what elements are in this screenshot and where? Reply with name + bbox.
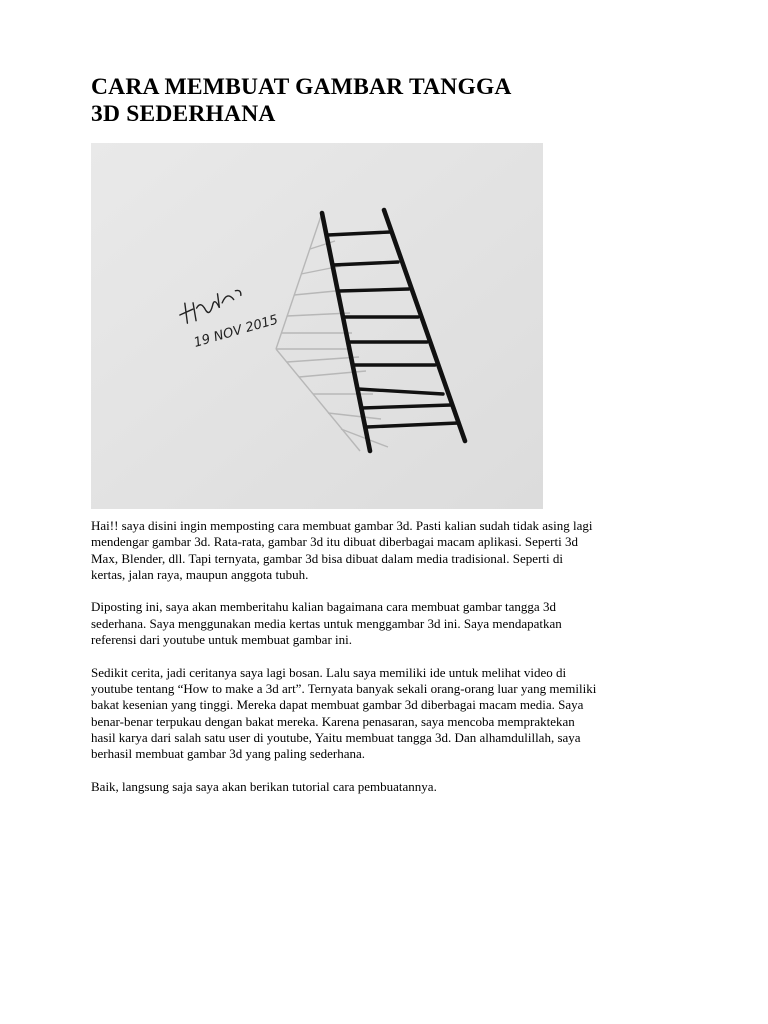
text-line: bakat kesenian yang tinggi. Mereka dapat membuat gambar 3d diberbagai macam media. Saya xyxy=(91,697,584,713)
text-line: referensi dari youtube untuk membuat gambar ini. xyxy=(91,632,353,648)
ladder-drawing-photo xyxy=(91,143,543,509)
page-title xyxy=(91,74,691,128)
title-line-2: 3D SEDERHANA xyxy=(91,101,276,127)
title-line-1: CARA MEMBUAT GAMBAR TANGGA xyxy=(91,74,512,100)
paragraph-1 xyxy=(91,518,691,583)
text-line: benar-benar terpukau dengan bakat mereka. Karena penasaran, saya mencoba mempraktekan xyxy=(91,713,575,729)
text-line: mendengar gambar 3d. Rata-rata, gambar 3d itu dibuat diberbagai macam aplikasi. Seperti 3d xyxy=(91,534,578,550)
paragraph-4 xyxy=(91,779,691,795)
text-line: berhasil membuat gambar 3d yang paling sederhana. xyxy=(91,746,365,762)
text-line: Hai!! saya disini ingin memposting cara membuat gambar 3d. Pasti kalian sudah tidak asing lagi xyxy=(91,518,593,533)
text-line: youtube tentang “How to make a 3d art”. Ternyata banyak sekali orang-orang luar yang memiliki xyxy=(91,680,597,696)
article-body xyxy=(91,518,691,811)
text-line: Sedikit cerita, jadi ceritanya saya lagi bosan. Lalu saya memiliki ide untuk melihat video di xyxy=(91,664,567,680)
signature-date: 19 NOV 2015 xyxy=(192,312,280,351)
ladder-drawing xyxy=(91,143,543,509)
text-line: hasil karya dari salah satu user di youtube, Yaitu membuat tangga 3d. Dan alhamdulillah, saya xyxy=(91,729,581,745)
text-line: kertas, jalan raya, maupun anggota tubuh. xyxy=(91,566,309,582)
text-line: Baik, langsung saja saya akan berikan tutorial cara pembuatannya. xyxy=(91,778,437,794)
paragraph-3 xyxy=(91,665,691,763)
text-line: Diposting ini, saya akan memberitahu kalian bagaimana cara membuat gambar tangga 3d xyxy=(91,599,556,615)
paper-background xyxy=(91,143,543,509)
text-line: sederhana. Saya menggunakan media kertas untuk menggambar 3d ini. Saya mendapatkan xyxy=(91,615,562,631)
paragraph-2 xyxy=(91,599,691,648)
text-line: Max, Blender, dll. Tapi ternyata, gambar 3d bisa dibuat dalam media tradisional. Seperti di xyxy=(91,550,563,566)
